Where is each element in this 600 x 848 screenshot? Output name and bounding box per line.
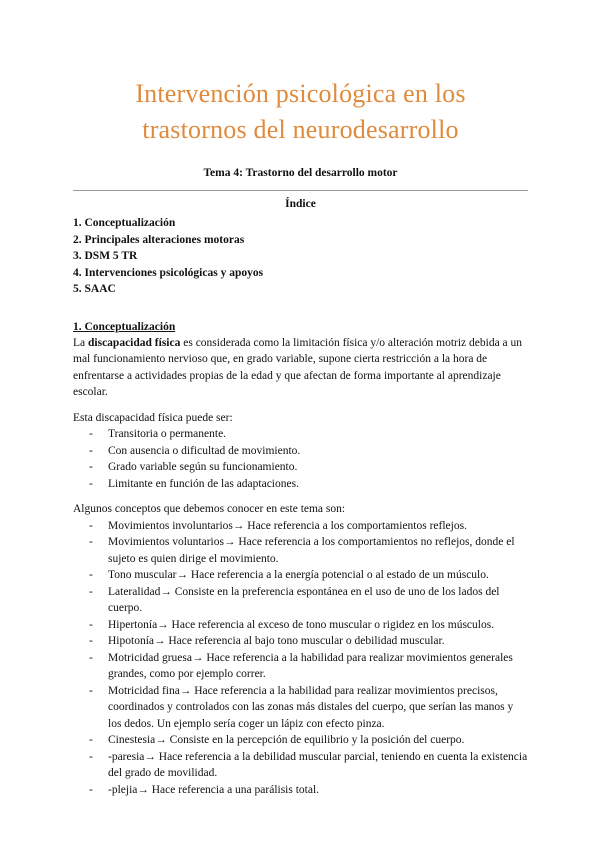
- dash-bullet: -: [89, 684, 93, 697]
- list-item: [89, 518, 528, 535]
- index-list: [73, 215, 528, 298]
- dash-bullet: -: [89, 444, 93, 457]
- list-item: [89, 617, 528, 634]
- list-item: [89, 650, 528, 683]
- section-heading-conceptualizacion: 1. Conceptualización: [73, 320, 176, 333]
- list-item: [89, 633, 528, 650]
- index-item-3: 3. DSM 5 TR: [73, 250, 138, 262]
- list-item-text: Movimientos voluntarios→ Hace referencia a los comportamientos no reflejos, donde el sujeto es quien dirige el movimiento.: [108, 536, 515, 565]
- index-heading: Índice: [285, 198, 316, 210]
- dash-bullet: -: [89, 750, 93, 763]
- document-title: [73, 76, 528, 148]
- index-item-4: 4. Intervenciones psicológicas y apoyos: [73, 266, 264, 279]
- list-item-text: Limitante en función de las adaptaciones.: [108, 477, 299, 490]
- list-item: [89, 567, 528, 584]
- dash-bullet: -: [89, 569, 93, 581]
- dash-bullet: -: [89, 461, 93, 473]
- concepts-list: [73, 518, 528, 799]
- index-item-5: 5. SAAC: [73, 283, 116, 295]
- list-item-text: Transitoria o permanente.: [108, 428, 227, 440]
- list-item: [89, 476, 528, 493]
- index-item-2: 2. Principales alteraciones motoras: [73, 233, 245, 246]
- list-item-text: Hipotonía→ Hace referencia al bajo tono muscular o debilidad muscular.: [108, 635, 445, 647]
- dash-bullet: -: [89, 635, 93, 647]
- title-line-1: Intervención psicológica en los: [135, 79, 466, 108]
- dash-bullet: -: [89, 519, 93, 532]
- dash-bullet: -: [89, 618, 93, 631]
- types-list: [73, 426, 528, 492]
- intro-paragraph: [73, 335, 528, 401]
- dash-bullet: -: [89, 585, 93, 598]
- list-item: [89, 749, 528, 782]
- list-item: [89, 683, 528, 733]
- document-page: [73, 76, 528, 798]
- list-item: [89, 443, 528, 460]
- dash-bullet: -: [89, 536, 93, 548]
- list-item: [89, 782, 528, 799]
- list-item-text: Lateralidad→ Consiste en la preferencia espontánea en el uso de uno de los lados del cuerpo.: [108, 585, 500, 614]
- list-item-text: Hipertonía→ Hace referencia al exceso de tono muscular o rigidez en los músculos.: [108, 618, 495, 631]
- list-item-text: Motricidad fina→ Hace referencia a la habilidad para realizar movimientos precisos, coordinados y controlados con las zonas más distales del cuerpo, que serían las manos y los dedos. Un ejemplo sería coger un lápiz con efecto pinza.: [108, 684, 514, 730]
- list-item-text: Tono muscular→ Hace referencia a la energía potencial o al estado de un músculo.: [108, 569, 489, 581]
- intro-prefix: La: [73, 336, 89, 349]
- dash-bullet: -: [89, 651, 93, 664]
- list-item: [89, 534, 528, 567]
- list-item-text: -plejia→ Hace referencia a una parálisis total.: [108, 783, 320, 796]
- list-item: [89, 426, 528, 443]
- list-item: [89, 732, 528, 749]
- intro-bold-term: discapacidad física: [88, 336, 181, 349]
- list-item-text: Movimientos involuntarios→ Hace referencia a los comportamientos reflejos.: [108, 519, 467, 532]
- concepts-intro: Algunos conceptos que debemos conocer en este tema son:: [73, 503, 346, 515]
- types-intro: Esta discapacidad física puede ser:: [73, 411, 233, 424]
- dash-bullet: -: [89, 428, 93, 440]
- dash-bullet: -: [89, 477, 93, 490]
- dash-bullet: -: [89, 734, 93, 746]
- intro-rest: es considerada como la limitación física y/o alteración motriz debida a un mal funcionamiento nervioso que, en grado variable, supone cierta restricción a la hora de enfrentarse a actividades propias de la edad y que afectan de forma importante al aprendizaje escolar.: [73, 336, 523, 398]
- list-item-text: -paresia→ Hace referencia a la debilidad muscular parcial, teniendo en cuenta la existencia del grado de movilidad.: [108, 750, 528, 779]
- list-item-text: Cinestesia→ Consiste en la percepción de equilibrio y la posición del cuerpo.: [108, 734, 465, 746]
- list-item: [89, 584, 528, 617]
- index-item-1: 1. Conceptualización: [73, 217, 176, 229]
- document-subtitle: Tema 4: Trastorno del desarrollo motor: [203, 167, 398, 179]
- title-line-2: trastornos del neurodesarrollo: [142, 115, 459, 144]
- list-item: [89, 459, 528, 476]
- list-item-text: Grado variable según su funcionamiento.: [108, 461, 298, 473]
- dash-bullet: -: [89, 783, 93, 796]
- list-item-text: Motricidad gruesa→ Hace referencia a la habilidad para realizar movimientos generales grandes, como por ejemplo correr.: [108, 651, 513, 680]
- list-item-text: Con ausencia o dificultad de movimiento.: [108, 444, 301, 457]
- title-divider: [73, 190, 528, 191]
